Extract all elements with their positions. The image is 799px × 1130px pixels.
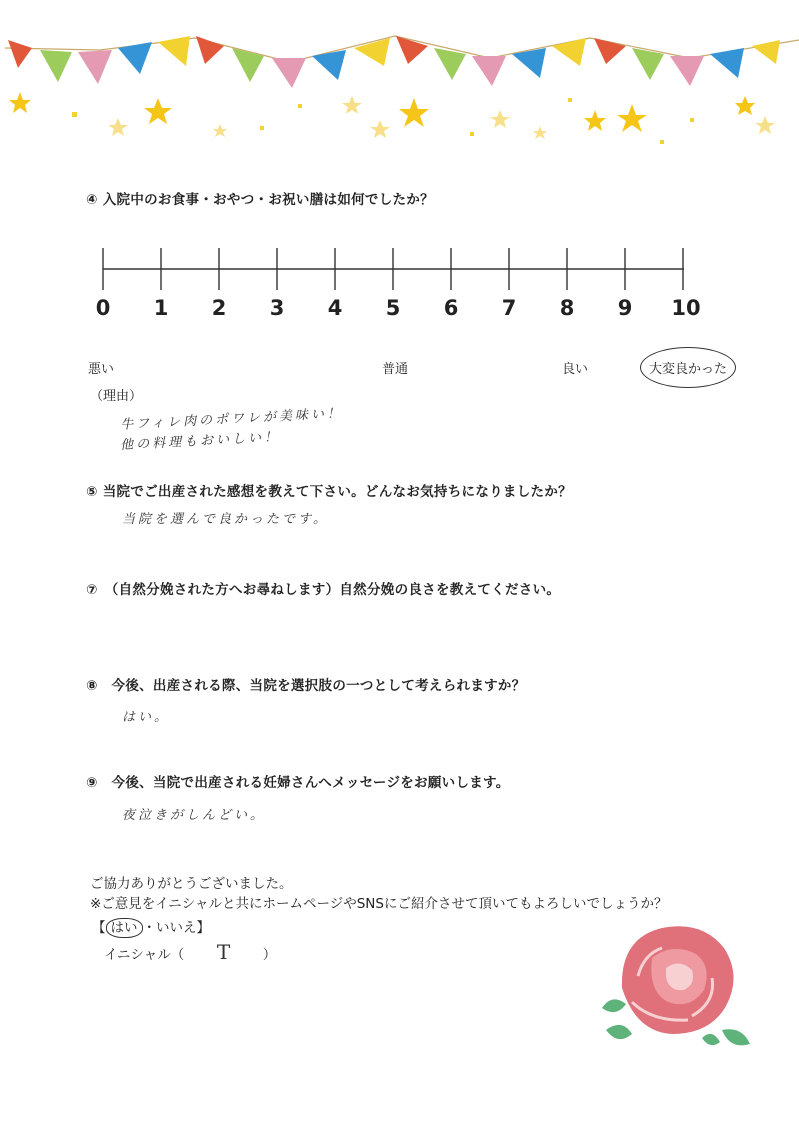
scale-3: 3 [269, 296, 285, 320]
thanks-text: ご協力ありがとうございました。 [90, 876, 293, 892]
scale-4: 4 [327, 296, 343, 320]
answer-9: 夜泣きがしんどい。 [122, 808, 267, 823]
question-9: ⑨ 今後、当院で出産される妊婦さんへメッセージをお願いします。 [86, 775, 510, 791]
permission-text: ※ご意見をイニシャルと共にホームページやSNSにご紹介させて頂いてもよろしいでしょうか？ [90, 896, 668, 912]
initial-value[interactable]: T [216, 940, 231, 964]
bracket-open: 【 [92, 920, 106, 936]
scale-9: 9 [617, 296, 633, 320]
scale-6: 6 [443, 296, 459, 320]
scale-7: 7 [501, 296, 517, 320]
initial-field [104, 940, 276, 964]
bracket-close: 】 [196, 920, 210, 936]
answer-5: 当院を選んで良かったです。 [122, 512, 329, 527]
scale-5: 5 [385, 296, 401, 320]
initial-label: イニシャル（ [104, 947, 185, 963]
anchor-normal: 普通 [382, 362, 409, 377]
consent-options [92, 916, 210, 936]
initial-close: ） [262, 947, 277, 963]
reason-label: （理由） [90, 389, 143, 404]
question-5: ⑤ 当院でご出産された感想を教えて下さい。どんなお気持ちになりましたか？ [86, 484, 572, 500]
anchor-very-good-label: 大変良かった [649, 362, 728, 377]
question-7: ⑦ （自然分娩された方へお尋ねします）自然分娩の良さを教えてください。 [86, 582, 561, 598]
anchor-very-good-selected[interactable] [640, 347, 736, 388]
anchor-bad: 悪い [88, 362, 115, 377]
anchor-good: 良い [562, 362, 589, 377]
consent-no[interactable]: ・いいえ [142, 920, 197, 936]
bunting-flags [8, 36, 780, 88]
consent-yes-selected[interactable]: はい [106, 918, 143, 938]
reason-line-1: 牛フィレ肉のポワレが美味い！ [119, 406, 344, 433]
scale-10: 10 [671, 296, 701, 320]
scale-2: 2 [211, 296, 227, 320]
reason-line-2: 他の料理もおいしい！ [119, 429, 281, 454]
question-8: ⑧ 今後、出産される際、当院を選択肢の一つとして考えられますか？ [86, 678, 526, 694]
scale-8: 8 [559, 296, 575, 320]
scale-1: 1 [153, 296, 169, 320]
header-decoration [0, 0, 799, 160]
small-stars [108, 96, 775, 139]
answer-8: はい。 [122, 710, 171, 725]
rating-scale [96, 238, 696, 298]
rose-icon [592, 918, 762, 1058]
question-4: ④ 入院中のお食事・おやつ・お祝い膳は如何でしたか？ [86, 192, 434, 208]
scale-0: 0 [95, 296, 111, 320]
